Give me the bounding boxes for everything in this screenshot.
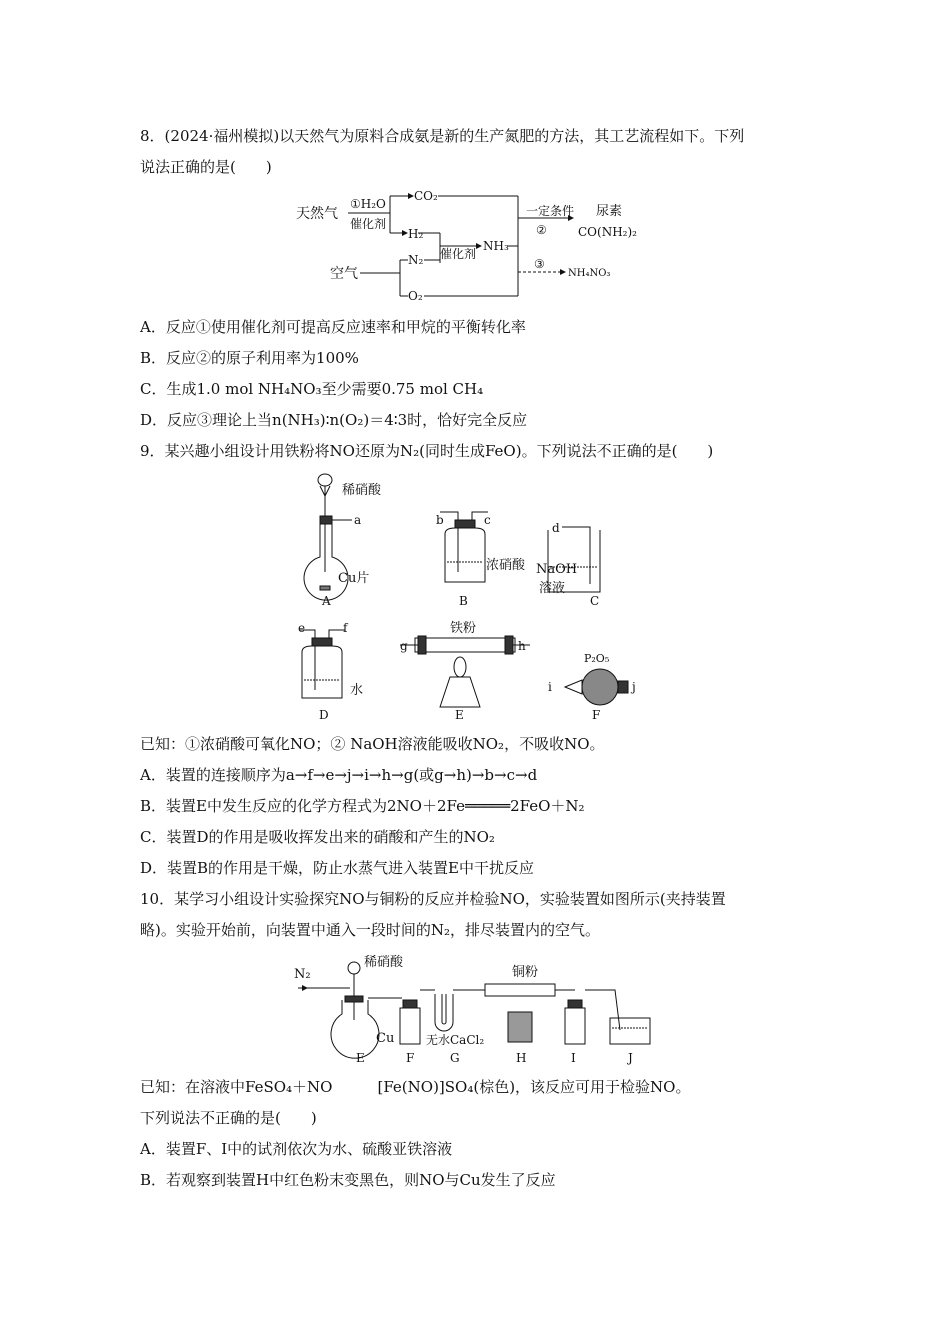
d-port-e: e — [298, 621, 306, 635]
f-p2o5: P₂O₅ — [584, 652, 610, 665]
flow-natural-gas: 天然气 — [296, 206, 338, 222]
flow-o2: O₂ — [408, 289, 423, 303]
q8-process-flow-diagram — [290, 188, 690, 306]
flow-nh4no3: NH₄NO₃ — [568, 268, 611, 279]
q8-option-b: B．反应②的原子利用率为100% — [140, 349, 359, 367]
q10-stem-line1: 10．某学习小组设计实验探究NO与铜粉的反应并检验NO，实验装置如图所示(夹持装置 — [140, 890, 726, 908]
d-port-f: f — [343, 621, 348, 635]
c-solution: 溶液 — [539, 581, 566, 596]
q9-known: 已知：①浓硝酸可氧化NO；② NaOH溶液能吸收NO₂，不吸收NO。 — [140, 735, 605, 753]
q9-option-b: B．装置E中发生反应的化学方程式为2NO＋2Fe═════2FeO＋N₂ — [140, 797, 585, 815]
flow-air: 空气 — [330, 266, 358, 282]
q10-ask: 下列说法不正确的是( ) — [140, 1109, 317, 1127]
flow-n2: N₂ — [408, 253, 424, 267]
label-I: I — [571, 1051, 576, 1065]
q8-option-c: C．生成1.0 mol NH₄NO₃至少需要0.75 mol CH₄ — [140, 380, 484, 398]
c-port-d: d — [552, 521, 560, 535]
q10-apparatus-diagram — [290, 950, 670, 1068]
q8-option-d: D．反应③理论上当n(NH₃)∶n(O₂)＝4∶3时，恰好完全反应 — [140, 411, 528, 429]
q8-stem-line1: 8．(2024·福州模拟)以天然气为原料合成氨是新的生产氮肥的方法，其工艺流程如下。下列 — [140, 127, 745, 145]
label-B: B — [459, 594, 468, 608]
h-copper-powder: 铜粉 — [512, 965, 539, 980]
e-dilute-nitric: 稀硝酸 — [364, 955, 404, 970]
q9-option-c: C．装置D的作用是吸收挥发出来的硝酸和产生的NO₂ — [140, 828, 495, 846]
q10-option-b: B．若观察到装置H中红色粉末变黑色，则NO与Cu发生了反应 — [140, 1171, 556, 1189]
a-dilute-nitric: 稀硝酸 — [342, 483, 382, 498]
e-iron-powder: 铁粉 — [450, 621, 477, 636]
e-port-g: g — [400, 639, 408, 653]
e-cu: Cu — [376, 1031, 395, 1046]
q9-apparatus-diagram — [290, 472, 660, 724]
label-G: G — [450, 1051, 460, 1065]
q9-option-a: A．装置的连接顺序为a→f→e→j→i→h→g(或g→h)→b→c→d — [140, 766, 538, 784]
label-A: A — [322, 594, 331, 608]
a-cu: Cu片 — [338, 571, 370, 586]
flow-urea: 尿素 — [596, 204, 623, 219]
label-F: F — [592, 708, 601, 722]
flow-co2: CO₂ — [414, 189, 438, 203]
f-port-i: i — [548, 680, 552, 694]
b-port-c: c — [484, 513, 491, 527]
b-port-b: b — [436, 513, 444, 527]
c-naoh: NaOH — [536, 562, 578, 577]
q10-stem-line2: 略)。实验开始前，向装置中通入一段时间的N₂，排尽装置内的空气。 — [140, 921, 600, 939]
flow-catalyst: 催化剂 — [350, 217, 387, 231]
q8-stem-line2: 说法正确的是( ) — [140, 158, 272, 176]
label-E: E — [356, 1051, 365, 1065]
flow-step1: ①H₂O — [350, 197, 386, 211]
label-D: D — [319, 708, 329, 722]
label-F: F — [406, 1051, 415, 1065]
flow-step2: ② — [536, 223, 547, 237]
d-water: 水 — [350, 683, 364, 698]
q10-known: 已知：在溶液中FeSO₄＋NO [Fe(NO)]SO₄(棕色)，该反应可用于检验NO。 — [140, 1078, 691, 1096]
label-J: J — [628, 1051, 633, 1065]
q8-option-a: A．反应①使用催化剂可提高反应速率和甲烷的平衡转化率 — [140, 318, 526, 336]
flow-urea-formula: CO(NH₂)₂ — [578, 225, 637, 239]
flow-step3: ③ — [534, 257, 545, 271]
label-C: C — [590, 594, 600, 608]
flow-h2: H₂ — [408, 227, 424, 241]
e-port-h: h — [518, 639, 526, 653]
b-conc-nitric: 浓硝酸 — [486, 558, 526, 573]
n2-inlet: N₂ — [294, 967, 311, 982]
flow-condition: 一定条件 — [526, 204, 575, 218]
g-cacl2: 无水CaCl₂ — [426, 1033, 485, 1047]
flow-nh3: NH₃ — [483, 239, 509, 253]
a-port: a — [354, 513, 362, 527]
q9-stem: 9．某兴趣小组设计用铁粉将NO还原为N₂(同时生成FeO)。下列说法不正确的是( ) — [140, 442, 714, 460]
f-port-j: j — [632, 680, 636, 694]
label-H: H — [516, 1051, 527, 1065]
flow-catalyst2: 催化剂 — [440, 247, 477, 261]
q10-option-a: A．装置F、I中的试剂依次为水、硫酸亚铁溶液 — [140, 1140, 453, 1158]
label-E: E — [455, 708, 464, 722]
q9-option-d: D．装置B的作用是干燥，防止水蒸气进入装置E中干扰反应 — [140, 859, 535, 877]
